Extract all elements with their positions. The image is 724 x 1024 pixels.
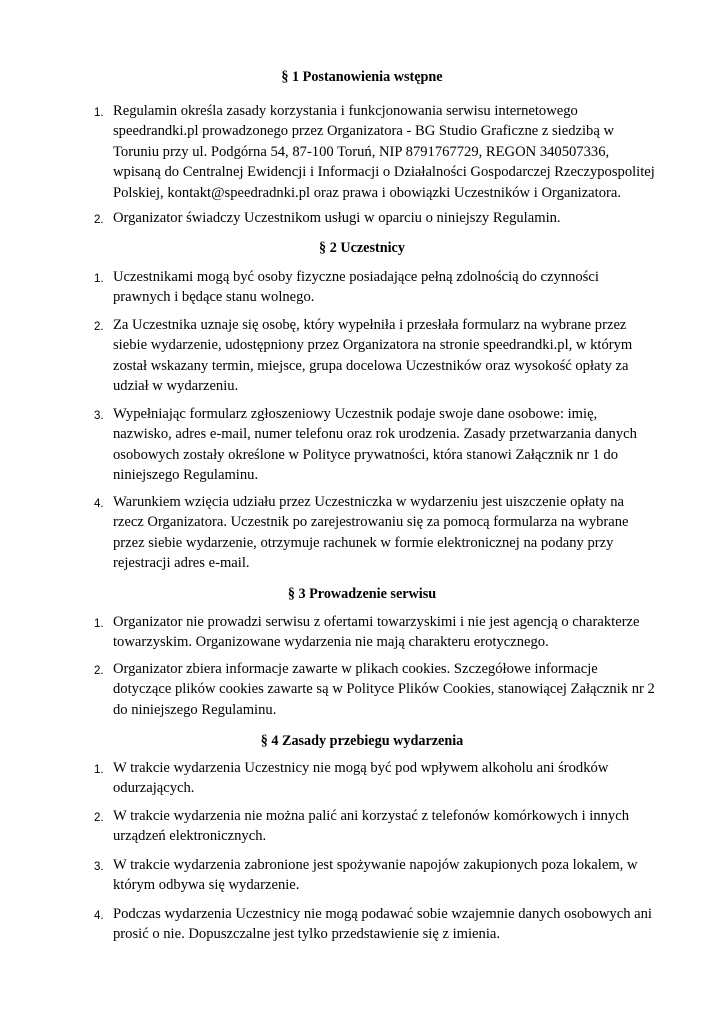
section-title-4: § 4 Zasady przebiegu wydarzenia xyxy=(260,733,464,749)
item-text: Wypełniając formularz zgłoszeniowy Uczestnik podaje swoje dane osobowe: imię, nazwisko, adres e-mail, numer telefonu oraz rok urodzenia. Zasady przetwarzania danych osobowych zostały określone w Polityce prywatności, która stanowi Załącznik nr 1 do niniejszego Regulaminu. xyxy=(113,406,637,484)
item-number: 1. xyxy=(94,618,104,630)
item-text: Organizator zbiera informacje zawarte w plikach cookies. Szczegółowe informacje dotyczące plików cookies zawarte są w Polityce Plików Cookies, stanowiącej Załącznik nr 2 do niniejszego Regulaminu. xyxy=(113,661,655,718)
section-title-3: § 3 Prowadzenie serwisu xyxy=(287,586,437,602)
item-text: Uczestnikami mogą być osoby fizyczne posiadające pełną zdolnością do czynności prawnych i będące stanu wolnego. xyxy=(113,269,599,306)
item-number: 4. xyxy=(94,910,104,922)
item-text: Podczas wydarzenia Uczestnicy nie mogą podawać sobie wzajemnie danych osobowych ani prosić o nie. Dopuszczalne jest tylko przedstawienie się z imienia. xyxy=(113,906,652,943)
item-number: 1. xyxy=(94,273,104,285)
item-text: W trakcie wydarzenia nie można palić ani korzystać z telefonów komórkowych i innych urządzeń elektronicznych. xyxy=(113,808,629,845)
item-number: 2. xyxy=(94,812,104,824)
item-text: Organizator nie prowadzi serwisu z ofertami towarzyskimi i nie jest agencją o charakterze towarzyskim. Organizowane wydarzenia nie mają charakteru erotycznego. xyxy=(113,614,640,651)
item-number: 1. xyxy=(94,764,104,776)
item-text: W trakcie wydarzenia Uczestnicy nie mogą być pod wpływem alkoholu ani środków odurzających. xyxy=(113,760,609,797)
item-number: 4. xyxy=(94,498,104,510)
item-number: 2. xyxy=(94,665,104,677)
item-text: Warunkiem wzięcia udziału przez Uczestniczka w wydarzeniu jest uiszczenie opłaty na rzecz Organizatora. Uczestnik po zarejestrowaniu się za pomocą formularza na wybrane przez siebie wydarzenie, otrzymuje rachunek w formie elektronicznej na podany przy rejestracji adres e-mail. xyxy=(113,494,629,572)
item-number: 2. xyxy=(94,321,104,333)
item-number: 3. xyxy=(94,861,104,873)
item-text: Organizator świadczy Uczestnikom usługi w oparciu o niniejszy Regulamin. xyxy=(113,210,561,226)
section-title-1: § 1 Postanowienia wstępne xyxy=(281,69,443,85)
section-title-2: § 2 Uczestnicy xyxy=(319,240,405,256)
item-text: Regulamin określa zasady korzystania i funkcjonowania serwisu internetowego speedrandki.pl prowadzonego przez Organizatora - BG Studio Graficzne z siedzibą w Toruniu przy ul. Podgórna 54, 87-100 Toruń, NIP 8791767729, REGON 340507336, wpisaną do Centralnej Ewidencji i Informacji o Działalności Gospodarczej Rzeczypospolitej Polskiej, kontakt@speedradnki.pl oraz prawa i obowiązki Uczestników i Organizatora. xyxy=(113,103,655,201)
item-text: Za Uczestnika uznaje się osobę, który wypełniła i przesłała formularz na wybrane przez siebie wydarzenie, udostępniony przez Organizatora na stronie speedrandki.pl, w którym został wskazany termin, miejsce, grupa docelowa Uczestników oraz wysokość opłaty za udział w wydarzeniu. xyxy=(113,317,633,395)
item-number: 3. xyxy=(94,410,104,422)
item-number: 1. xyxy=(94,107,104,119)
item-text: W trakcie wydarzenia zabronione jest spożywanie napojów zakupionych poza lokalem, w którym odbywa się wydarzenie. xyxy=(113,857,638,894)
item-number: 2. xyxy=(94,214,104,226)
